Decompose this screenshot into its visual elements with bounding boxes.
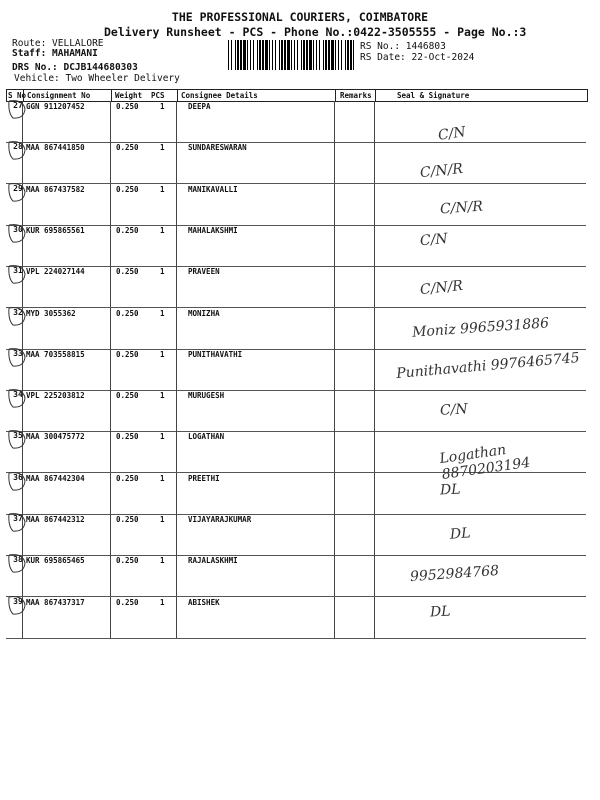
table-row bbox=[6, 142, 586, 184]
handwritten-signature: 9952984768 bbox=[409, 562, 500, 586]
row-consignment: VPL 224027144 bbox=[26, 267, 85, 277]
table-row bbox=[6, 597, 586, 639]
row-pcs: 1 bbox=[160, 184, 165, 194]
table-row bbox=[6, 184, 586, 226]
row-pcs: 1 bbox=[160, 143, 165, 153]
row-consignee: LOGATHAN bbox=[188, 432, 225, 442]
handwritten-signature: DL bbox=[429, 603, 451, 621]
row-consignee: PUNITHAVATHI bbox=[188, 349, 243, 359]
row-weight: 0.250 bbox=[116, 432, 139, 442]
row-pcs: 1 bbox=[160, 515, 165, 524]
row-consignee: MONIZHA bbox=[188, 308, 220, 318]
row-sno: 27 bbox=[8, 98, 28, 118]
handwritten-signature: C/N/R bbox=[439, 198, 484, 218]
row-consignment: MAA 867442304 bbox=[26, 473, 85, 483]
row-weight: 0.250 bbox=[116, 143, 139, 153]
handwritten-signature: C/N/R bbox=[419, 277, 464, 299]
table-row bbox=[6, 390, 586, 432]
col-consignment: Consignment No bbox=[27, 91, 91, 100]
row-consignee: SUNDARESWARAN bbox=[188, 143, 247, 153]
route-label: Route: VELLALORE bbox=[12, 38, 104, 49]
row-sno: 32 bbox=[8, 305, 28, 325]
table-row bbox=[6, 101, 586, 143]
handwritten-signature: C/N bbox=[439, 401, 469, 419]
row-sno: 39 bbox=[8, 594, 28, 614]
row-weight: 0.250 bbox=[116, 349, 139, 359]
row-consignee: PREETHI bbox=[188, 473, 220, 483]
row-consignee: MANIKAVALLI bbox=[188, 184, 238, 194]
staff-label: Staff: MAHAMANI bbox=[12, 48, 98, 59]
rs-number: RS No.: 1446803 bbox=[360, 41, 446, 52]
handwritten-signature: C/N bbox=[437, 124, 467, 144]
drs-number: DRS No.: DCJB144680303 bbox=[12, 62, 138, 73]
row-sno: 37 bbox=[8, 511, 28, 531]
handwritten-signature: C/N bbox=[419, 230, 449, 250]
col-remarks: Remarks bbox=[340, 91, 372, 100]
row-consignee: ABISHEK bbox=[188, 597, 220, 607]
row-weight: 0.250 bbox=[116, 515, 139, 524]
col-seal: Seal & Signature bbox=[397, 91, 470, 100]
row-pcs: 1 bbox=[160, 308, 165, 318]
sheet-title: THE PROFESSIONAL COURIERS, COIMBATORE bbox=[171, 10, 429, 24]
handwritten-signature: DL bbox=[449, 525, 472, 543]
row-consignee: PRAVEEN bbox=[188, 267, 220, 277]
row-weight: 0.250 bbox=[116, 267, 139, 277]
row-pcs: 1 bbox=[160, 473, 165, 483]
row-pcs: 1 bbox=[160, 225, 165, 235]
row-consignee: MURUGESH bbox=[188, 391, 225, 401]
col-sno: S No bbox=[8, 91, 27, 100]
row-consignment: MYD 3055362 bbox=[26, 308, 76, 318]
row-weight: 0.250 bbox=[116, 391, 139, 401]
row-sno: 28 bbox=[8, 139, 28, 159]
sheet-subtitle: Delivery Runsheet - PCS - Phone No.:0422-3505555 - Page No.:3 bbox=[104, 25, 527, 39]
row-consignment: MAA 867437317 bbox=[26, 597, 85, 607]
row-pcs: 1 bbox=[160, 349, 165, 359]
row-consignee: VIJAYARAJKUMAR bbox=[188, 515, 252, 524]
row-sno: 30 bbox=[8, 222, 28, 242]
row-weight: 0.250 bbox=[116, 184, 139, 194]
row-weight: 0.250 bbox=[116, 308, 139, 318]
row-pcs: 1 bbox=[160, 556, 165, 566]
row-consignment: KUR 695865561 bbox=[26, 225, 85, 235]
col-weight: Weight bbox=[115, 91, 143, 100]
row-consignee: RAJALASKHMI bbox=[188, 556, 238, 566]
row-consignment: KUR 695865465 bbox=[26, 556, 85, 566]
col-pcs: PCS bbox=[151, 91, 165, 100]
row-consignee: MAHALAKSHMI bbox=[188, 225, 238, 235]
row-consignment: VPL 225203812 bbox=[26, 391, 85, 401]
row-consignee: DEEPA bbox=[188, 102, 211, 111]
row-weight: 0.250 bbox=[116, 225, 139, 235]
row-weight: 0.250 bbox=[116, 597, 139, 607]
row-sno: 34 bbox=[8, 387, 28, 407]
handwritten-signature: Punithavathi 9976465745 bbox=[395, 350, 581, 382]
row-weight: 0.250 bbox=[116, 473, 139, 483]
barcode-image bbox=[228, 40, 354, 70]
row-sno: 35 bbox=[8, 428, 28, 448]
col-consignee: Consignee Details bbox=[181, 91, 258, 100]
row-consignment: MAA 867437582 bbox=[26, 184, 85, 194]
row-sno: 33 bbox=[8, 346, 28, 366]
table-row bbox=[6, 514, 586, 556]
row-consignment: MAA 300475772 bbox=[26, 432, 85, 442]
table-row bbox=[6, 473, 586, 515]
row-consignment: MAA 867442312 bbox=[26, 515, 85, 524]
row-pcs: 1 bbox=[160, 267, 165, 277]
vehicle-label: Vehicle: Two Wheeler Delivery bbox=[14, 73, 180, 84]
row-sno: 36 bbox=[8, 470, 28, 490]
row-weight: 0.250 bbox=[116, 556, 139, 566]
row-consignment: MAA 703558815 bbox=[26, 349, 85, 359]
handwritten-signature: Logathan 8870203194 bbox=[438, 441, 532, 483]
row-pcs: 1 bbox=[160, 102, 165, 111]
row-pcs: 1 bbox=[160, 432, 165, 442]
row-sno: 31 bbox=[8, 263, 28, 283]
row-pcs: 1 bbox=[160, 391, 165, 401]
table-row bbox=[6, 225, 586, 267]
row-consignment: GGN 911207452 bbox=[26, 102, 85, 111]
table-row bbox=[6, 266, 586, 308]
row-sno: 38 bbox=[8, 552, 28, 572]
row-pcs: 1 bbox=[160, 597, 165, 607]
handwritten-signature: Moniz 9965931886 bbox=[411, 315, 550, 341]
handwritten-signature: C/N/R bbox=[419, 160, 464, 182]
row-weight: 0.250 bbox=[116, 102, 139, 111]
row-sno: 29 bbox=[8, 181, 28, 201]
row-consignment: MAA 867441850 bbox=[26, 143, 85, 153]
handwritten-signature: DL bbox=[439, 481, 461, 499]
rs-date: RS Date: 22-Oct-2024 bbox=[360, 52, 475, 63]
